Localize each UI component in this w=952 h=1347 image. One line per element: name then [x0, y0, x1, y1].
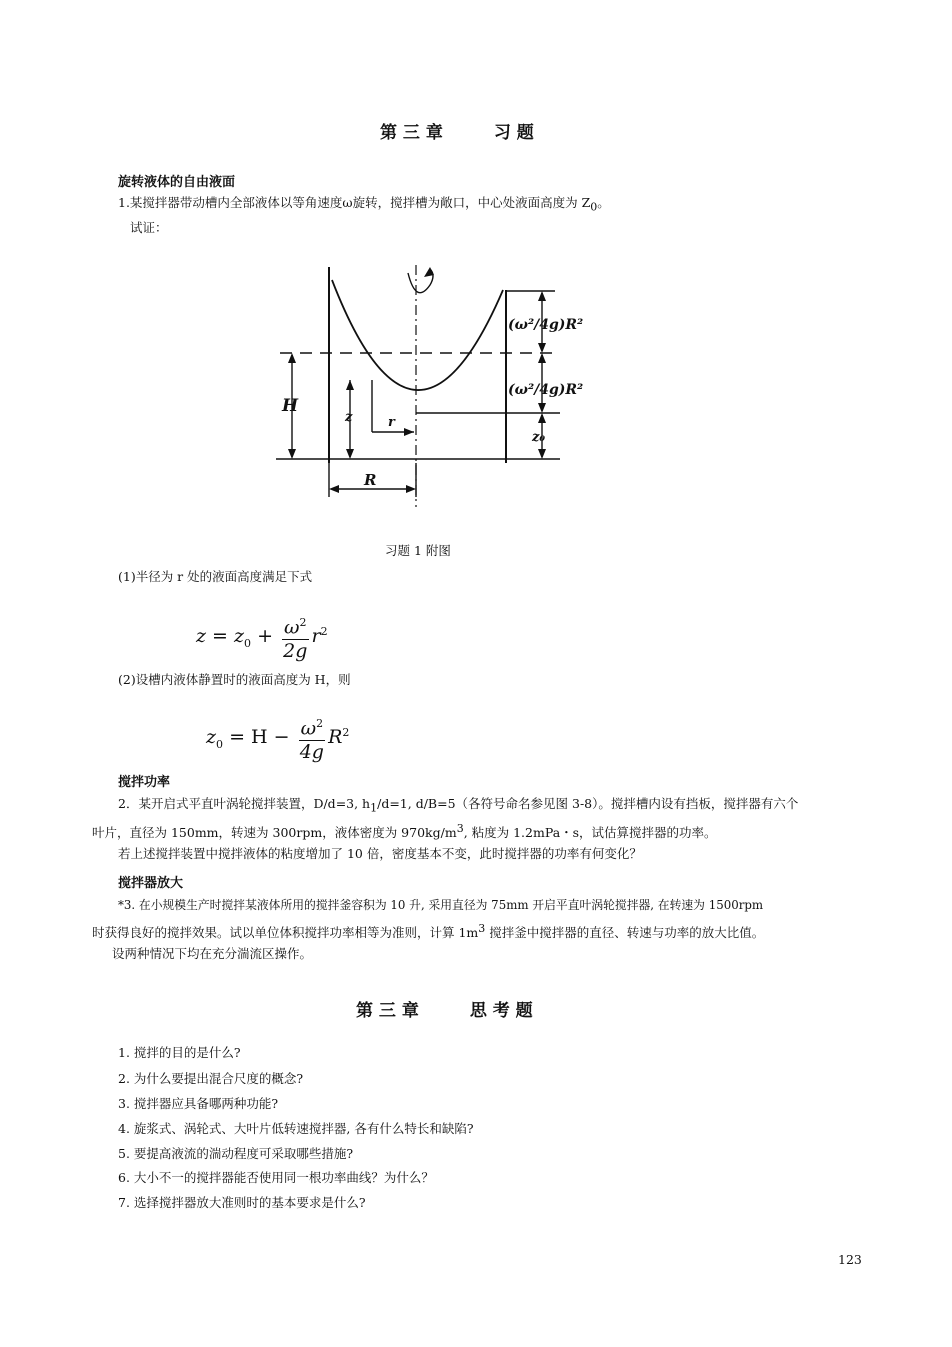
question-item: 2. 为什么要提出混合尺度的概念?	[118, 1071, 304, 1086]
section-heading-scaleup: 搅拌器放大	[118, 876, 184, 891]
problem-2-line-3: 若上述搅拌装置中搅拌液体的粘度增加了 10 倍，密度基本不变，此时搅拌器的功率有何变化？	[118, 846, 642, 861]
rotating-liquid-figure	[270, 245, 584, 510]
thinking-chapter-title: 第 三 章 思 考 题	[356, 1001, 533, 1021]
problem-1-statement: 1.某搅拌器带动槽内全部液体以等角速度ω旋转，搅拌槽为敞口，中心处液面高度为 Z0。	[118, 195, 610, 214]
free-surface-curve	[332, 280, 503, 390]
label-z0: z₀	[532, 430, 546, 445]
label-z: z	[345, 410, 353, 425]
sub-question-1: (1)半径为 r 处的液面高度满足下式	[118, 569, 313, 584]
question-item: 5. 要提高液流的湍动程度可采取哪些措施?	[118, 1146, 354, 1161]
exercise-chapter-title: 第 三 章 习 题	[380, 123, 534, 143]
problem-3-line-3: 设两种情况下均在充分湍流区操作。	[112, 946, 313, 961]
problem-2-line-1: 2．某开启式平直叶涡轮搅拌装置，D/d=3, h1/d=1, d/B=5（各符号命名参见图 3-8）。搅拌槽内设有挡板，搅拌器有六个	[118, 796, 799, 815]
page-number: 123	[838, 1252, 862, 1267]
question-item: 3. 搅拌器应具备哪两种功能?	[118, 1096, 279, 1111]
question-item: 1. 搅拌的目的是什么?	[118, 1045, 241, 1060]
question-item: 7. 选择搅拌器放大准则时的基本要求是什么?	[118, 1195, 366, 1210]
formula-2: $z_0 = H$ − $\frac{\omega^2}{4g}$ $R^2$	[206, 713, 349, 763]
problem-3-line-2: 时获得良好的搅拌效果。试以单位体积搅拌功率相等为准则，计算 1m3 搅拌釜中搅拌器的直径、转速与功率的放大比值。	[92, 922, 765, 941]
section-heading-power: 搅拌功率	[118, 775, 171, 790]
prove-label: 试证：	[130, 220, 168, 235]
label-top-height: (ω²/4g)R²	[508, 317, 584, 333]
section-heading-free-surface: 旋转液体的自由液面	[118, 175, 236, 190]
formula-1: $z = z_0$ + $\frac{\omega^2}{2g}$ $r^2$	[196, 612, 328, 662]
problem-2-line-2: 叶片，直径为 150mm，转速为 300rpm，液体密度为 970kg/m3, 粘度为 1.2mPa・s，试估算搅拌器的功率。	[92, 822, 717, 841]
figure-caption: 习题 1 附图	[385, 543, 451, 558]
label-H: H	[282, 396, 299, 416]
label-R: R	[364, 471, 377, 489]
question-item: 6. 大小不一的搅拌器能否使用同一根功率曲线？为什么？	[118, 1170, 434, 1185]
question-item: 4. 旋浆式、涡轮式、大叶片低转速搅拌器, 各有什么特长和缺陷?	[118, 1121, 474, 1136]
sub-question-2: (2)设槽内液体静置时的液面高度为 H，则	[118, 672, 351, 687]
label-mid-height: (ω²/4g)R²	[508, 382, 584, 398]
label-r: r	[388, 415, 395, 430]
problem-3-line-1: *3. 在小规模生产时搅拌某液体所用的搅拌釜容积为 10 升, 采用直径为 75mm 开启平直叶涡轮搅拌器, 在转速为 1500rpm	[118, 898, 764, 912]
